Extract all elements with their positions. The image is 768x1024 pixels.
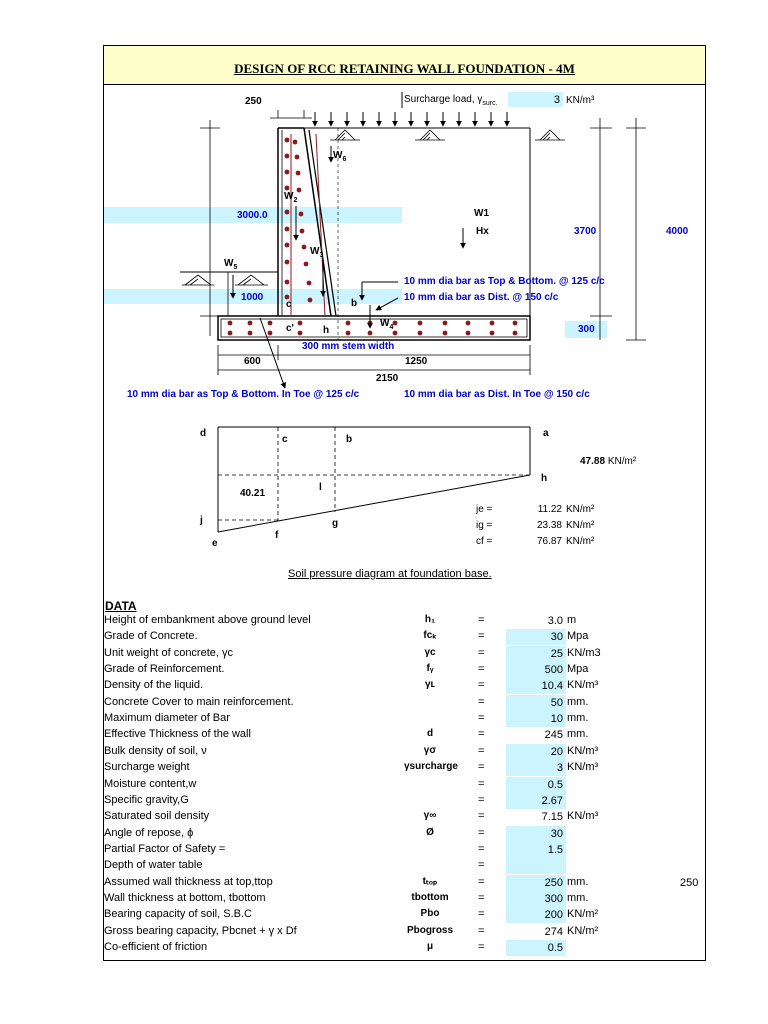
row-equals: =	[478, 646, 485, 659]
row-symbol: fᵧ	[426, 663, 434, 675]
row-label: Grade of Reinforcement.	[104, 663, 225, 676]
pressure-diagram	[218, 427, 530, 532]
row-symbol: γʟ	[424, 679, 436, 691]
row-equals: =	[478, 712, 485, 725]
dim-toe: 600	[244, 356, 261, 367]
row-equals: =	[478, 842, 485, 855]
row-unit: m	[567, 614, 577, 626]
row-equals: =	[478, 663, 485, 676]
row-equals: =	[478, 924, 485, 937]
row-label: Surcharge weight	[104, 761, 190, 774]
label-w3: $W_3$	[310, 246, 324, 259]
page-title: DESIGN OF RCC RETAINING WALL FOUNDATION - 4M	[234, 61, 575, 76]
row-unit: KN/m³	[567, 679, 599, 692]
row-value[interactable]: 3	[506, 760, 566, 776]
row-symbol: Ø	[426, 826, 434, 838]
row-value[interactable]: 25	[506, 646, 566, 662]
row-value[interactable]: 245	[544, 729, 563, 742]
row-symbol: fᴄₖ	[423, 630, 437, 642]
row-symbol: γᴄ	[424, 646, 436, 658]
row-unit: KN/m³	[567, 744, 599, 757]
row-value[interactable]: 2.67	[506, 793, 566, 809]
dim-heel: 1250	[405, 356, 428, 367]
cf-label: cf =	[476, 536, 493, 547]
row-value[interactable]: 200	[506, 907, 566, 923]
row-value[interactable]: 7.15	[541, 811, 563, 824]
row-equals: =	[478, 875, 485, 888]
row-label: Angle of repose, ϕ	[104, 826, 194, 839]
row-label: Wall thickness at bottom, tbottom	[104, 891, 266, 904]
data-row	[104, 662, 704, 678]
row-label: Co-efficient of friction	[104, 941, 208, 953]
row-symbol: Pbogross	[406, 924, 454, 936]
row-value[interactable]: 3.0	[547, 615, 563, 627]
data-row	[104, 891, 704, 907]
dim-height-outer: 4000	[666, 226, 689, 237]
row-value[interactable]: 274	[544, 925, 563, 938]
row-symbol: tₜₒₚ	[422, 875, 438, 887]
base-rebar-dots	[228, 321, 518, 336]
row-symbol: h₁	[424, 614, 436, 625]
p-label-j: j	[200, 515, 203, 526]
data-row	[104, 793, 704, 809]
data-row	[104, 646, 704, 662]
row-value[interactable]: 30	[506, 826, 566, 842]
dim-embed: 1000	[241, 292, 264, 303]
data-row	[104, 858, 704, 874]
row-label: Unit weight of concrete, γc	[104, 646, 234, 659]
row-unit: KN/m³	[567, 761, 599, 774]
label-h: h	[323, 325, 330, 336]
je-label: je =	[476, 504, 493, 515]
dim-top-width: 250	[245, 96, 262, 107]
row-label: Partial Factor of Safety =	[104, 842, 226, 855]
row-symbol: γσ	[423, 744, 437, 756]
row-label: Grade of Concrete.	[104, 630, 198, 643]
p-label-h: h	[541, 473, 548, 484]
label-hx: Hx	[476, 226, 489, 237]
row-equals: =	[478, 891, 485, 904]
data-row	[104, 940, 704, 956]
row-equals: =	[478, 941, 485, 953]
row-unit: Mpa	[567, 663, 589, 676]
label-w1: W1	[474, 208, 489, 219]
row-value[interactable]: 10.4	[506, 678, 566, 694]
p-label-a: a	[543, 428, 549, 439]
p-label-b: b	[346, 434, 353, 445]
row-label: Height of embankment above ground level	[104, 614, 311, 626]
dim-height-inner: 3700	[574, 226, 597, 237]
row-value[interactable]: 300	[506, 891, 566, 907]
data-row	[104, 875, 704, 891]
ig-label: ig =	[476, 520, 493, 531]
row-label: Saturated soil density	[104, 810, 210, 823]
row-unit: Mpa	[567, 630, 589, 643]
row-equals: =	[478, 614, 485, 626]
label-b: b	[351, 298, 358, 309]
rebar-main-note: 10 mm dia bar as Top & Bottom. @ 125 c/c	[404, 276, 605, 287]
p-label-e: e	[212, 538, 218, 549]
pressure-caption: Soil pressure diagram at foundation base.	[288, 568, 492, 580]
data-row	[104, 678, 704, 694]
row-equals: =	[478, 761, 485, 774]
row-unit: mm.	[567, 712, 589, 725]
row-equals: =	[478, 810, 485, 823]
ig-unit: KN/m²	[566, 520, 595, 531]
row-symbol: γsurcharge	[404, 761, 458, 773]
p-label-c: c	[282, 434, 288, 445]
data-row	[104, 842, 704, 858]
data-row	[104, 727, 704, 743]
surcharge-label: Surcharge load, $\gamma_{surc.}$	[404, 94, 498, 107]
row-unit: KN/m3	[567, 646, 601, 659]
row-value[interactable]: 0.5	[506, 940, 566, 956]
row-value[interactable]: 50	[506, 695, 566, 711]
rebar-dist-note: 10 mm dia bar as Dist. @ 150 c/c	[404, 292, 559, 303]
toe-dist-note: 10 mm dia bar as Dist. In Toe @ 150 c/c	[404, 389, 590, 400]
data-row	[104, 744, 704, 760]
label-w2: $W_2$	[284, 191, 298, 204]
row-equals: =	[478, 679, 485, 692]
dim-stem-height: 3000.0	[237, 210, 268, 221]
side-note: 250	[680, 877, 699, 889]
row-equals: =	[478, 908, 485, 921]
ig-value: 23.38	[536, 520, 562, 531]
row-unit: mm.	[567, 728, 589, 741]
data-heading: DATA	[105, 599, 137, 613]
row-equals: =	[478, 777, 485, 790]
p-label-f: f	[275, 530, 279, 541]
p-label-l: l	[319, 482, 322, 493]
stem-width-note: 300 mm stem width	[302, 341, 395, 352]
row-equals: =	[478, 859, 485, 872]
row-label: Bearing capacity of soil, S.B.C	[104, 908, 252, 921]
row-label: Specific gravity,G	[104, 793, 189, 806]
row-unit: KN/m²	[567, 924, 599, 937]
je-value: 11.22	[537, 504, 562, 515]
row-unit: KN/m³	[567, 810, 599, 823]
data-row	[104, 907, 704, 923]
row-symbol: d	[426, 728, 434, 740]
row-symbol: tbottom	[411, 891, 449, 903]
toe-main-note: 10 mm dia bar as Top & Bottom. In Toe @ 125 c/c	[127, 389, 360, 400]
label-w4: $W_4$	[380, 318, 394, 331]
p-label-g: g	[332, 518, 339, 529]
row-value[interactable]	[506, 858, 566, 874]
row-label: Assumed wall thickness at top,ttop	[104, 875, 273, 888]
row-label: Depth of water table	[104, 859, 203, 872]
surcharge-value: 3	[553, 94, 560, 106]
p-min-value: 40.21	[240, 488, 266, 499]
label-w6-toe: $W_5$	[224, 258, 238, 271]
data-row	[104, 760, 704, 776]
row-unit: mm.	[567, 875, 589, 888]
label-w6-back: $W_6$	[333, 150, 347, 163]
data-row	[104, 777, 704, 793]
row-equals: =	[478, 695, 485, 708]
row-unit: KN/m²	[567, 908, 599, 921]
p-max-value: 47.88 KN/m²	[580, 456, 637, 467]
row-unit: mm.	[567, 891, 589, 904]
row-label: Maximum diameter of Bar	[104, 712, 230, 725]
row-symbol: μ	[426, 941, 434, 952]
cf-unit: KN/m²	[566, 536, 595, 547]
row-value[interactable]: 0.5	[506, 777, 566, 793]
row-label: Density of the liquid.	[104, 679, 204, 692]
label-c-prime: c'	[286, 323, 294, 334]
data-row	[104, 695, 704, 711]
row-unit: mm.	[567, 695, 589, 708]
cf-value: 76.87	[536, 536, 562, 547]
base-slab	[218, 316, 530, 340]
soil-hatch	[182, 130, 565, 285]
row-value[interactable]: 10	[506, 711, 566, 727]
row-value[interactable]: 1.5	[506, 842, 566, 858]
data-row	[104, 629, 704, 645]
row-symbol: Pbo	[420, 908, 440, 920]
row-value[interactable]: 500	[506, 662, 566, 678]
label-c: c	[286, 299, 292, 310]
dim-base-thk: 300	[578, 324, 595, 335]
row-value[interactable]: 20	[506, 744, 566, 760]
row-label: Concrete Cover to main reinforcement.	[104, 695, 294, 708]
data-row	[104, 711, 704, 727]
row-label: Moisture content,w	[104, 777, 197, 790]
data-row	[104, 924, 704, 940]
dim-total: 2150	[376, 373, 399, 384]
row-label: Effective Thickness of the wall	[104, 728, 251, 741]
row-equals: =	[478, 728, 485, 741]
je-unit: KN/m²	[566, 504, 595, 515]
data-row	[104, 809, 704, 825]
row-equals: =	[478, 826, 485, 839]
row-equals: =	[478, 793, 485, 806]
row-symbol: γ∞	[423, 810, 437, 822]
data-row	[104, 826, 704, 842]
row-equals: =	[478, 630, 485, 643]
row-label: Gross bearing capacity, Pbcnet + γ x Df	[104, 924, 297, 937]
surcharge-unit: KN/m³	[566, 95, 595, 106]
row-value[interactable]: 250	[506, 875, 566, 891]
row-value[interactable]: 30	[506, 629, 566, 645]
row-equals: =	[478, 744, 485, 757]
row-label: Bulk density of soil, ν	[104, 744, 207, 757]
data-row	[104, 613, 704, 629]
p-label-d: d	[200, 428, 207, 439]
